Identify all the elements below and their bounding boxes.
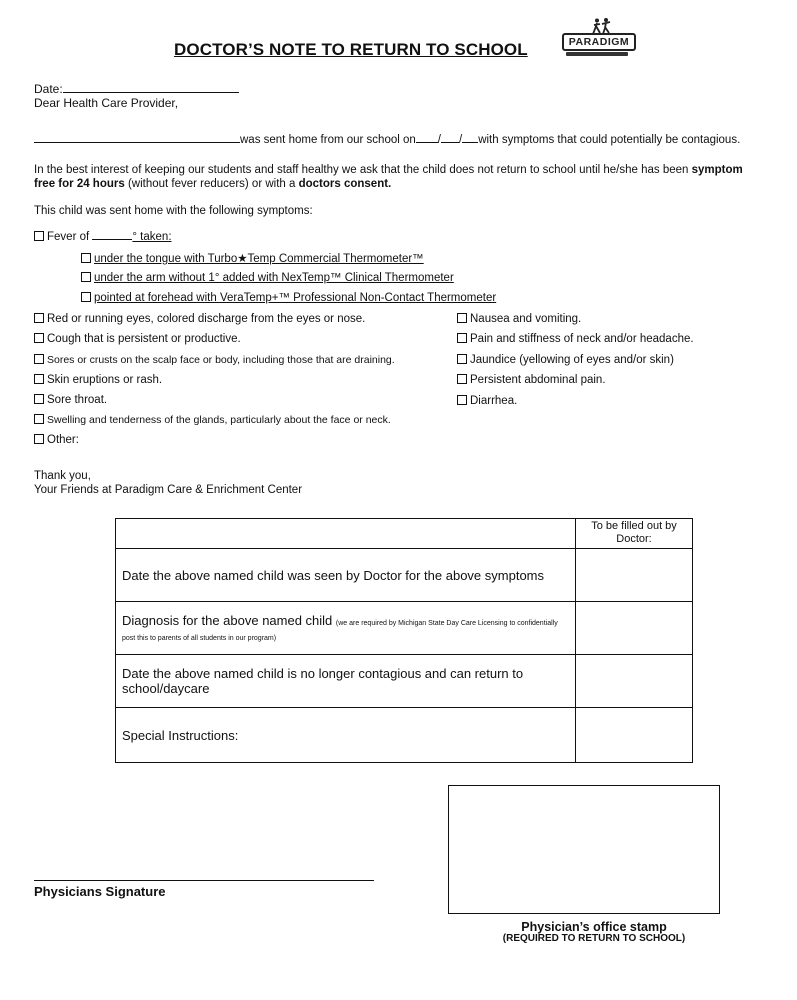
- symptom-label: Cough that is persistent or productive.: [47, 333, 241, 345]
- fever-method-forehead: [81, 292, 496, 304]
- symptom-checkbox[interactable]: [34, 333, 44, 343]
- paradigm-logo: [560, 18, 636, 56]
- fever-checkbox[interactable]: [34, 231, 44, 241]
- greeting: Dear Health Care Provider,: [34, 96, 179, 110]
- date-label: Date:: [34, 82, 63, 96]
- symptom-checkbox[interactable]: [34, 374, 44, 384]
- seen-date-field[interactable]: [576, 549, 693, 602]
- fever-method-axillary: [81, 272, 454, 284]
- child-name-field[interactable]: [34, 142, 240, 143]
- logo-tagline-bar: [566, 52, 628, 56]
- fever-method-label: pointed at forehead with VeraTemp+™ Professional Non-Contact Thermometer: [94, 292, 497, 304]
- doctor-table: [115, 518, 693, 763]
- policy-paragraph: [34, 163, 764, 191]
- date-line: [34, 82, 239, 96]
- symptom-label: Nausea and vomiting.: [470, 313, 582, 325]
- symptom-checkbox[interactable]: [457, 333, 467, 343]
- symptom-item: [34, 414, 391, 426]
- table-row: [116, 655, 693, 708]
- sent-month-field[interactable]: [416, 142, 438, 143]
- stamp-label: Physician’s office stamp: [521, 920, 667, 934]
- sent-home-line: was sent home from our school on / / with symptoms that could potentially be contagious.: [34, 134, 740, 146]
- symptom-item: [457, 374, 606, 386]
- symptom-item: [457, 354, 674, 366]
- symptom-item: [34, 394, 107, 406]
- policy-bold-1: symptom free for 24 hours: [34, 164, 743, 190]
- stamp-sublabel: (REQUIRED TO RETURN TO SCHOOL): [502, 933, 686, 944]
- symptom-checkbox[interactable]: [34, 354, 44, 364]
- signature-field[interactable]: [34, 880, 374, 881]
- symptom-label: Pain and stiffness of neck and/or headache.: [470, 333, 694, 345]
- symptom-checkbox[interactable]: [34, 414, 44, 424]
- diagnosis-field[interactable]: [576, 602, 693, 655]
- table-row: [116, 708, 693, 763]
- symptom-item: [457, 395, 517, 407]
- date-field[interactable]: [63, 92, 239, 93]
- symptoms-intro: This child was sent home with the following symptoms:: [34, 205, 313, 217]
- logo-badge: PARADIGM: [562, 33, 636, 51]
- symptom-item: [34, 354, 395, 366]
- diagnosis-note: (we are required by Michigan State Day Care Licensing to confidentially post this to parents of all students in our program): [122, 620, 558, 642]
- symptom-label: Persistent abdominal pain.: [470, 374, 606, 386]
- symptom-item: [457, 313, 581, 325]
- symptom-item: [34, 374, 162, 386]
- fever-item: [34, 231, 172, 243]
- symptom-checkbox[interactable]: [34, 434, 44, 444]
- symptom-label: Red or running eyes, colored discharge from the eyes or nose.: [47, 313, 366, 325]
- symptom-checkbox[interactable]: [34, 394, 44, 404]
- oral-checkbox[interactable]: [81, 253, 91, 263]
- row-seen-date-label: Date the above named child was seen by Doctor for the above symptoms: [116, 549, 576, 602]
- symptom-checkbox[interactable]: [457, 395, 467, 405]
- policy-text-1: In the best interest of keeping our students and staff healthy we ask that the child does not return to school until he/she has been: [34, 164, 692, 176]
- symptom-label: Diarrhea.: [470, 395, 518, 407]
- symptom-label: Swelling and tenderness of the glands, particularly about the face or neck.: [47, 414, 391, 426]
- symptom-item: [457, 333, 694, 345]
- symptom-label: Other:: [47, 434, 79, 446]
- symptom-label: Skin eruptions or rash.: [47, 374, 163, 386]
- diagnosis-label: Diagnosis for the above named child: [122, 613, 333, 628]
- children-figures-icon: [590, 18, 612, 34]
- forehead-checkbox[interactable]: [81, 292, 91, 302]
- symptom-checkbox[interactable]: [457, 374, 467, 384]
- axillary-checkbox[interactable]: [81, 272, 91, 282]
- special-instructions-field[interactable]: [576, 708, 693, 763]
- policy-bold-2: doctors consent.: [298, 178, 392, 190]
- table-header-blank: [116, 519, 576, 549]
- symptom-item: [34, 333, 241, 345]
- fever-label: Fever of: [47, 231, 90, 243]
- return-date-field[interactable]: [576, 655, 693, 708]
- symptom-label: Sores or crusts on the scalp face or body, including those that are draining.: [47, 354, 395, 366]
- fever-method-label: under the arm without 1° added with NexTemp™ Clinical Thermometer: [94, 272, 454, 284]
- symptom-item: [34, 313, 365, 325]
- sent-home-suffix: with symptoms that could potentially be contagious.: [478, 134, 741, 146]
- page-title: DOCTOR’S NOTE TO RETURN TO SCHOOL: [174, 40, 528, 59]
- symptom-checkbox[interactable]: [457, 354, 467, 364]
- fever-method-oral: [81, 251, 424, 265]
- office-stamp-box[interactable]: [448, 785, 720, 914]
- symptom-label: Sore throat.: [47, 394, 108, 406]
- row-return-date-label: Date the above named child is no longer contagious and can return to school/daycare: [116, 655, 576, 708]
- symptom-label: Jaundice (yellowing of eyes and/or skin): [470, 354, 674, 366]
- row-diagnosis-label: [116, 602, 576, 655]
- table-row: [116, 602, 693, 655]
- symptom-item-other: [34, 434, 79, 446]
- signature-label: Physicians Signature: [34, 884, 166, 899]
- closing-signoff: Your Friends at Paradigm Care & Enrichment Center: [34, 484, 303, 496]
- sent-day-field[interactable]: [441, 142, 459, 143]
- symptom-checkbox[interactable]: [34, 313, 44, 323]
- policy-text-2: (without fever reducers) or with a: [124, 178, 299, 190]
- table-header-doctor: To be filled out by Doctor:: [576, 519, 693, 549]
- fever-method-label: under the tongue with Turbo★Temp Commercial Thermometer™: [94, 253, 424, 265]
- symptom-checkbox[interactable]: [457, 313, 467, 323]
- fever-taken-label: ° taken:: [132, 231, 172, 243]
- sent-year-field[interactable]: [462, 142, 478, 143]
- table-row: [116, 549, 693, 602]
- fever-temp-field[interactable]: [92, 239, 132, 240]
- sent-home-text: was sent home from our school on: [240, 134, 416, 146]
- row-special-instructions-label: Special Instructions:: [116, 708, 576, 763]
- table-row: [116, 519, 693, 549]
- closing-thanks: Thank you,: [34, 470, 91, 482]
